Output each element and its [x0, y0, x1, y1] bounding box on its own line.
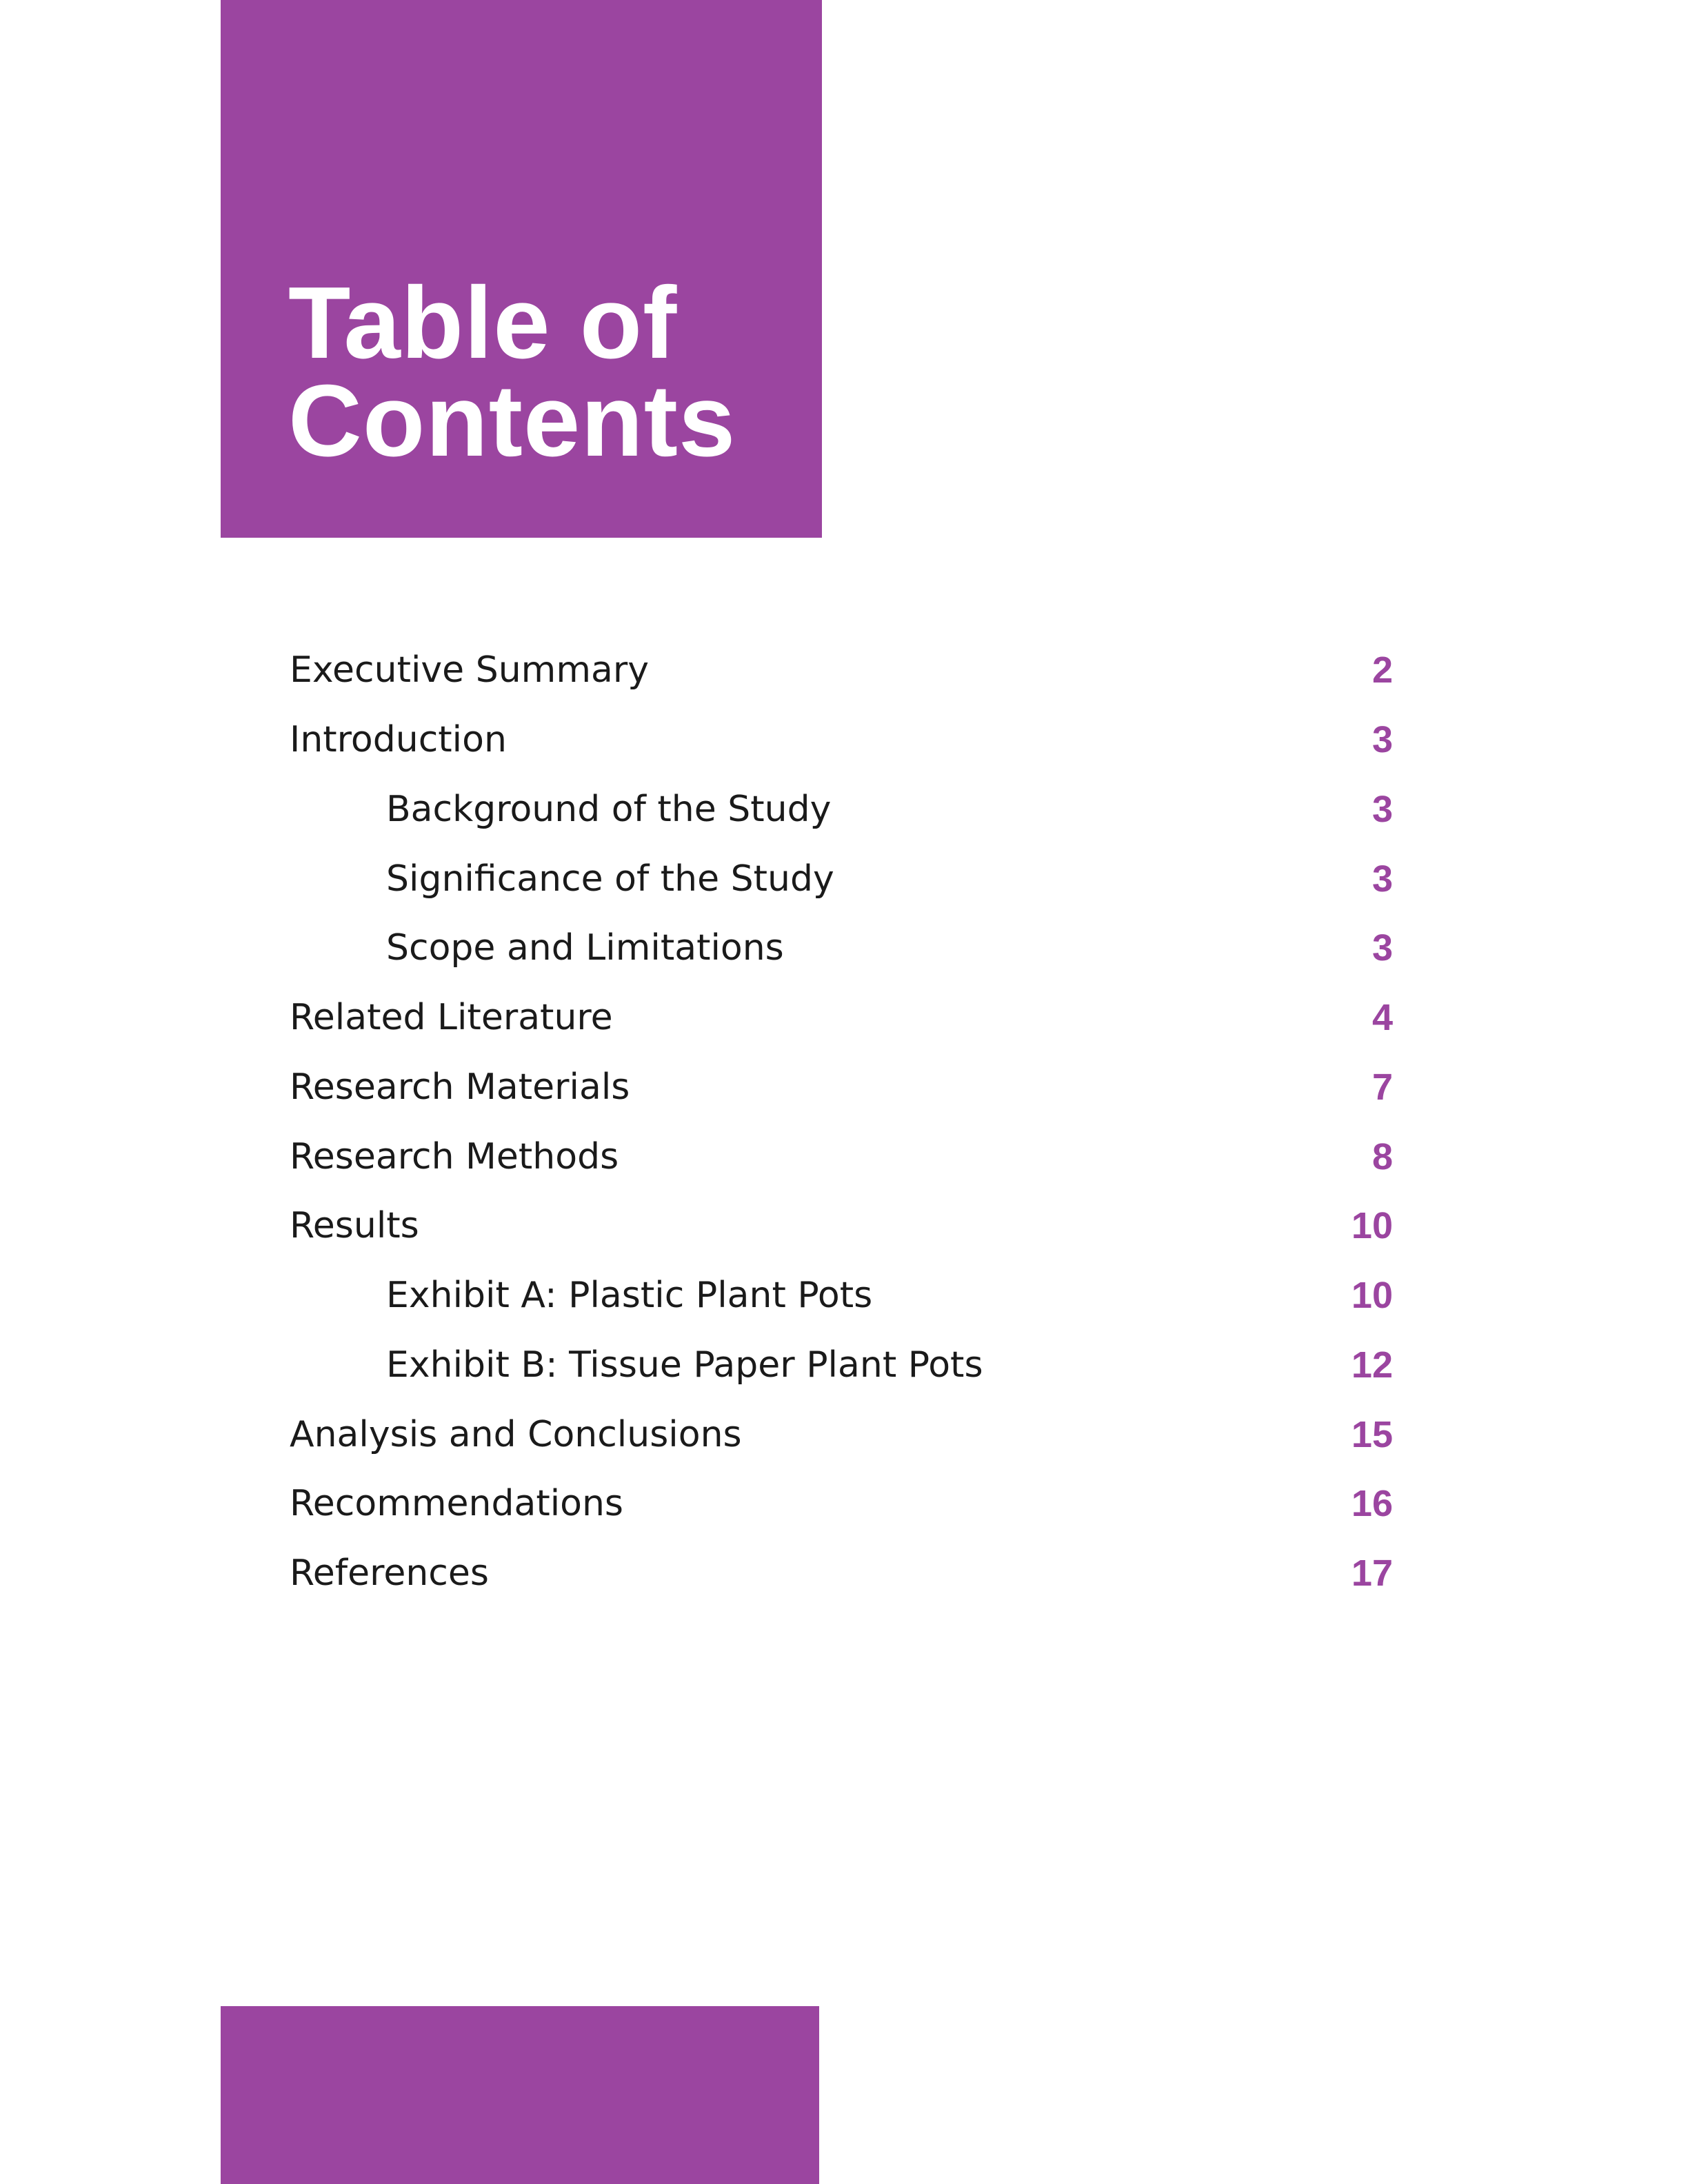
toc-entry-background-of-the-study[interactable] [290, 782, 1393, 837]
toc-entry-label: Results [290, 1205, 419, 1246]
toc-entry-page-number: 16 [1351, 1483, 1393, 1524]
toc-entry-label: Related Literature [290, 997, 613, 1038]
toc-entry-analysis-and-conclusions[interactable] [290, 1407, 1393, 1462]
toc-entry-references[interactable] [290, 1546, 1393, 1601]
toc-entry-page-number: 10 [1351, 1275, 1393, 1316]
toc-entry-page-number: 3 [1372, 858, 1393, 900]
toc-entry-related-literature[interactable] [290, 990, 1393, 1045]
toc-entry-page-number: 12 [1351, 1344, 1393, 1386]
toc-entry-page-number: 2 [1372, 649, 1393, 691]
toc-entry-page-number: 3 [1372, 789, 1393, 830]
toc-entry-page-number: 7 [1372, 1066, 1393, 1108]
toc-entry-label: Significance of the Study [386, 858, 834, 900]
toc-entry-scope-and-limitations[interactable] [290, 920, 1393, 975]
toc-entry-recommendations[interactable] [290, 1476, 1393, 1531]
toc-entry-research-methods[interactable] [290, 1129, 1393, 1184]
toc-entry-results[interactable] [290, 1198, 1393, 1253]
toc-entry-label: Executive Summary [290, 649, 649, 691]
toc-entry-page-number: 8 [1372, 1136, 1393, 1177]
toc-entry-page-number: 3 [1372, 719, 1393, 760]
toc-entry-label: Scope and Limitations [386, 927, 784, 969]
toc-entry-page-number: 10 [1351, 1205, 1393, 1246]
toc-entry-label: Research Methods [290, 1136, 619, 1177]
toc-entry-introduction[interactable] [290, 712, 1393, 767]
toc-entry-page-number: 15 [1351, 1414, 1393, 1455]
page-title-line-2: Contents [288, 364, 736, 478]
toc-entry-label: Exhibit A: Plastic Plant Pots [386, 1275, 873, 1316]
toc-entry-label: Background of the Study [386, 789, 832, 830]
toc-entry-page-number: 4 [1372, 997, 1393, 1038]
toc-entry-label: References [290, 1553, 489, 1594]
page-title-line-1: Table of [288, 266, 678, 380]
toc-entry-label: Analysis and Conclusions [290, 1414, 742, 1455]
footer-banner [221, 2006, 819, 2184]
toc-entry-exhibit-a[interactable] [290, 1268, 1393, 1323]
toc-entry-page-number: 17 [1351, 1553, 1393, 1594]
toc-entry-label: Recommendations [290, 1483, 624, 1524]
toc-entry-research-materials[interactable] [290, 1060, 1393, 1115]
toc-entry-executive-summary[interactable] [290, 643, 1393, 698]
toc-entry-exhibit-b[interactable] [290, 1337, 1393, 1393]
toc-entry-significance-of-the-study[interactable] [290, 851, 1393, 907]
toc-entry-label: Research Materials [290, 1066, 630, 1108]
toc-entry-label: Introduction [290, 719, 507, 760]
toc-entry-page-number: 3 [1372, 927, 1393, 969]
toc-entry-label: Exhibit B: Tissue Paper Plant Pots [386, 1344, 983, 1386]
